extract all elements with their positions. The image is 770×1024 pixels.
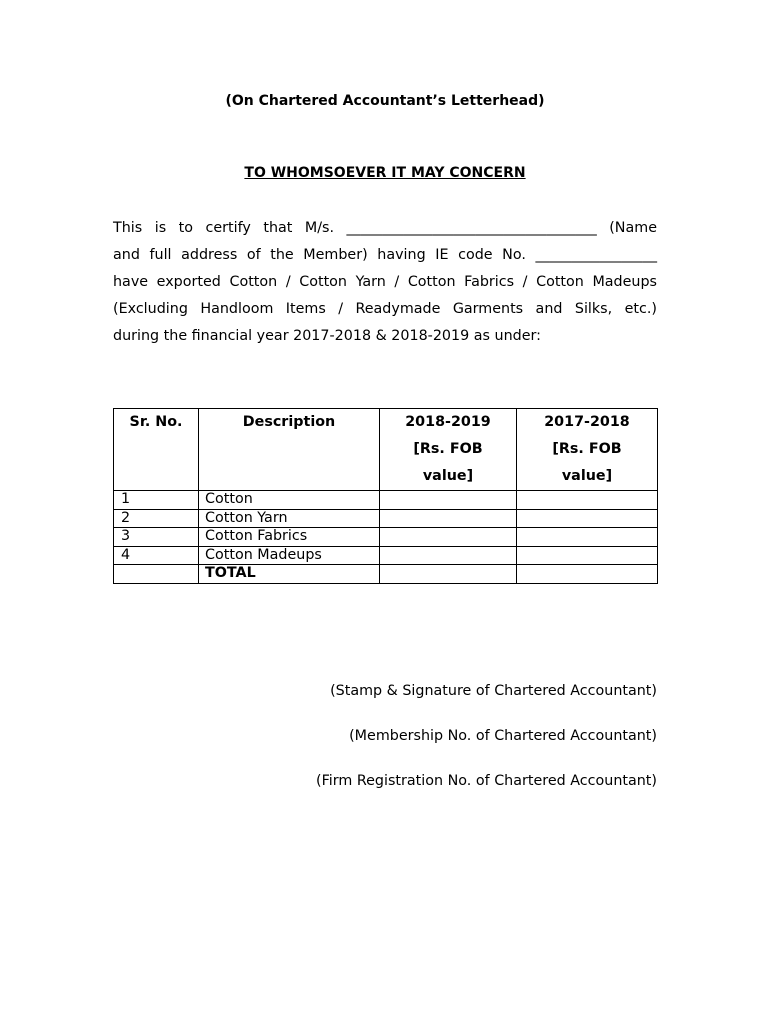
table-row: [114, 509, 658, 528]
header-year-2018-2019: [380, 409, 517, 491]
header-year-2017-2018: [517, 409, 658, 491]
export-table: [113, 408, 658, 584]
value-2018-2019-cell[interactable]: [380, 528, 517, 547]
certificate-line: and full address of the Member) having IE code No. _________________: [113, 247, 657, 263]
header-sr-no: Sr. No.: [114, 409, 199, 491]
certificate-paragraph: [113, 215, 657, 350]
sr-no-cell: 4: [114, 546, 199, 565]
total-2018-2019-cell[interactable]: [380, 565, 517, 584]
header-year2-line: 2017-2018: [544, 414, 630, 430]
header-year1-line: 2018-2019: [405, 414, 491, 430]
membership-number-line: (Membership No. of Chartered Accountant): [349, 728, 657, 744]
sr-no-cell: 2: [114, 509, 199, 528]
sr-no-cell: 3: [114, 528, 199, 547]
header-year2-line: [Rs. FOB: [552, 441, 622, 457]
certificate-line: (Excluding Handloom Items / Readymade Garments and Silks, etc.): [113, 301, 657, 317]
header-year1-line: value]: [422, 468, 474, 484]
value-2017-2018-cell[interactable]: [517, 528, 658, 547]
sr-no-cell: 1: [114, 491, 199, 510]
total-sr-cell: [114, 565, 199, 584]
header-description: Description: [199, 409, 380, 491]
value-2018-2019-cell[interactable]: [380, 546, 517, 565]
document-title: TO WHOMSOEVER IT MAY CONCERN: [244, 165, 526, 181]
total-2017-2018-cell[interactable]: [517, 565, 658, 584]
table-row: [114, 546, 658, 565]
value-2018-2019-cell[interactable]: [380, 491, 517, 510]
table-header-row: [114, 409, 658, 491]
description-cell: Cotton Yarn: [199, 509, 380, 528]
certificate-line: This is to certify that M/s. ___________________________________ (Name: [113, 220, 657, 236]
header-year1-line: [Rs. FOB: [413, 441, 483, 457]
firm-registration-line: (Firm Registration No. of Chartered Accountant): [316, 773, 657, 789]
value-2018-2019-cell[interactable]: [380, 509, 517, 528]
value-2017-2018-cell[interactable]: [517, 509, 658, 528]
value-2017-2018-cell[interactable]: [517, 491, 658, 510]
value-2017-2018-cell[interactable]: [517, 546, 658, 565]
description-cell: Cotton Fabrics: [199, 528, 380, 547]
header-year2-line: value]: [561, 468, 613, 484]
stamp-signature-line: (Stamp & Signature of Chartered Accountant): [330, 683, 657, 699]
table-row: [114, 528, 658, 547]
letterhead-note: (On Chartered Accountant’s Letterhead): [225, 93, 545, 109]
table-row: [114, 491, 658, 510]
total-label: TOTAL: [199, 565, 380, 584]
certificate-line: during the financial year 2017-2018 & 2018-2019 as under:: [113, 328, 541, 344]
total-row: [114, 565, 658, 584]
certificate-line: have exported Cotton / Cotton Yarn / Cotton Fabrics / Cotton Madeups: [113, 274, 657, 290]
description-cell: Cotton: [199, 491, 380, 510]
description-cell: Cotton Madeups: [199, 546, 380, 565]
